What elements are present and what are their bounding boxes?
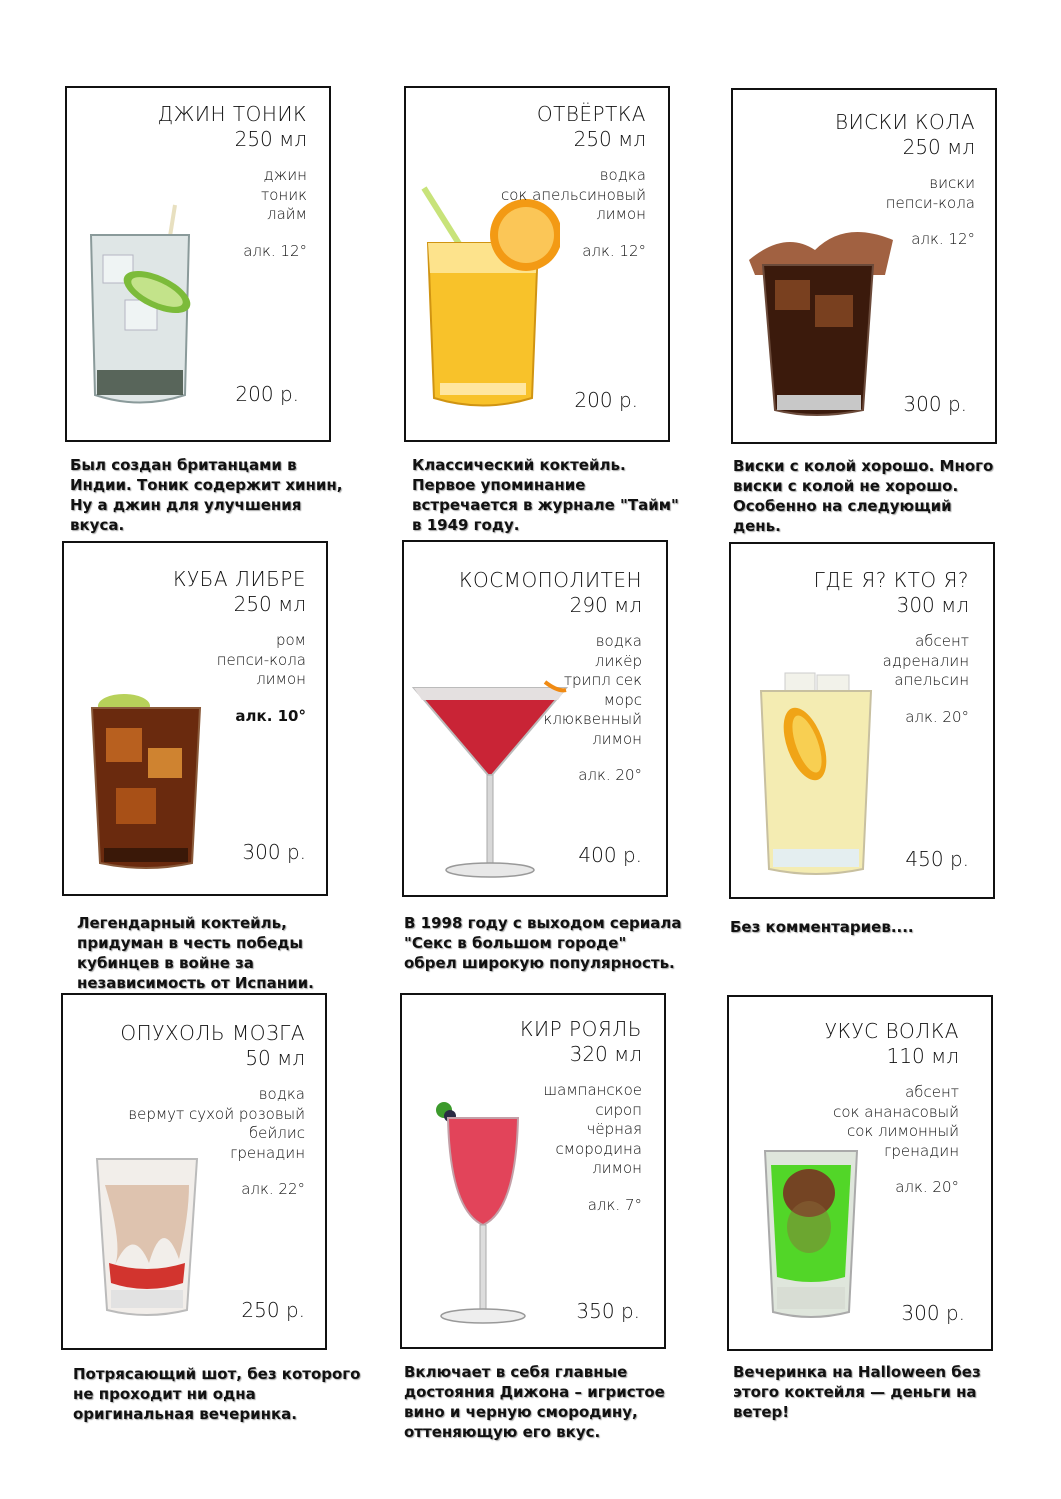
ingredient: тоник	[260, 185, 307, 204]
cocktail-volume: 290 мл	[569, 593, 642, 617]
alcohol-strength: алк. 20°	[578, 766, 642, 784]
alcohol-strength: алк. 20°	[895, 1178, 959, 1196]
cocktail-price: 350 р.	[576, 1299, 640, 1323]
cocktail-description: Классический коктейль. Первое упоминание встречается в журнале "Тайм" в 1949 году.	[412, 456, 679, 534]
ingredient: виски	[929, 174, 975, 192]
ingredient: лимон	[592, 729, 642, 748]
cocktail-card-kir-royale[interactable]	[400, 993, 666, 1349]
cocktail-card-cuba-libre[interactable]	[62, 541, 328, 896]
ingredient: гренадин	[884, 1141, 959, 1160]
ingredient: лимон	[592, 1159, 642, 1177]
cocktail-info	[120, 1021, 305, 1199]
ingredient: смородина	[555, 1139, 642, 1158]
cocktail-volume: 320 мл	[569, 1042, 642, 1066]
alcohol-strength: алк. 12°	[911, 230, 975, 248]
cocktail-price: 300 р.	[242, 840, 306, 864]
cocktail-volume: 110 мл	[886, 1044, 959, 1068]
cocktail-info	[158, 102, 307, 261]
cocktail-volume: 50 мл	[245, 1046, 305, 1070]
cocktail-card-wolf-bite[interactable]	[727, 995, 993, 1351]
cocktail-price: 300 р.	[901, 1301, 965, 1325]
ingredient: абсент	[905, 1083, 959, 1101]
cocktail-description: Вечеринка на Halloween без этого коктейля — деньги на ветер!	[733, 1363, 981, 1421]
cocktail-info	[459, 568, 642, 785]
cocktail-name: ДЖИН ТОНИК	[157, 102, 307, 126]
cocktail-price: 300 р.	[903, 392, 967, 416]
alcohol-strength: алк. 12°	[243, 241, 307, 260]
cocktail-name: ГДЕ Я? КТО Я?	[813, 568, 969, 592]
cocktail-description: Включает в себя главные достояния Дижона – игристое вино и черную смородину, оттеняющую его вкус.	[404, 1363, 665, 1441]
cocktail-price: 250 р.	[241, 1298, 305, 1322]
cocktail-description: Потрясающий шот, без которого не проходит ни одна оригинальная вечеринка.	[73, 1365, 361, 1423]
cocktail-volume: 250 мл	[233, 592, 306, 616]
alcohol-strength: алк. 10°	[235, 706, 306, 725]
cocktail-description: Легендарный коктейль, придуман в честь победы кубинцев в войне за независимость от Испании.	[77, 914, 314, 992]
cocktail-description: Был создан британцами в Индии. Тоник содержит хинин, Ну а джин для улучшения вкуса.	[70, 456, 343, 534]
alcohol-strength: алк. 7°	[587, 1195, 642, 1214]
ingredient: адреналин	[882, 651, 969, 670]
ingredient: джин	[263, 166, 307, 184]
cocktail-price: 400 р.	[578, 843, 642, 867]
cocktail-card-cosmopolitan[interactable]	[402, 540, 668, 897]
ingredient: водка	[595, 632, 642, 650]
ingredient: апельсин	[894, 671, 969, 689]
cocktail-card-screwdriver[interactable]	[404, 86, 670, 442]
ingredient: клюквенный	[543, 710, 642, 728]
ingredient: шампанское	[543, 1081, 642, 1099]
ingredient: сок ананасовый	[833, 1102, 959, 1121]
alcohol-strength: алк. 22°	[241, 1180, 305, 1198]
cocktail-volume: 250 мл	[902, 135, 975, 159]
cocktail-name: ОПУХОЛЬ МОЗГА	[120, 1021, 305, 1045]
cocktail-name: ВИСКИ КОЛА	[834, 110, 975, 134]
ingredient: бейлис	[248, 1124, 305, 1142]
cocktail-card-gin-tonic[interactable]	[65, 86, 331, 442]
cocktail-name: КОСМОПОЛИТЕН	[459, 568, 642, 592]
cocktail-name: ОТВЁРТКА	[536, 102, 646, 126]
ingredient: гренадин	[230, 1143, 305, 1162]
ingredient: абсент	[915, 632, 969, 650]
cocktail-name: КУБА ЛИБРЕ	[173, 567, 306, 591]
ingredient: пепси-кола	[216, 650, 306, 669]
ingredient: сок лимонный	[846, 1122, 959, 1140]
alcohol-strength: алк. 12°	[582, 241, 646, 260]
cocktail-price: 200 р.	[235, 382, 299, 406]
cocktail-card-whisky-cola[interactable]	[731, 88, 997, 444]
ingredient: ром	[275, 631, 306, 649]
ingredient: вермут сухой розовый	[128, 1104, 305, 1123]
cocktail-card-where-am-i[interactable]	[729, 542, 995, 899]
ingredient: водка	[599, 166, 646, 184]
ingredient: сироп	[595, 1100, 642, 1119]
cocktail-name: УКУС ВОЛКА	[824, 1019, 959, 1043]
ingredient: лимон	[256, 670, 306, 688]
cocktail-info	[825, 1019, 959, 1197]
flute-glass-icon	[432, 1100, 532, 1330]
cocktail-price: 450 р.	[905, 847, 969, 871]
ingredient: лимон	[596, 205, 646, 223]
cocktail-info	[173, 567, 306, 726]
cocktail-description: Виски с колой хорошо. Много виски с колой не хорошо. Особенно на следующий день.	[733, 457, 994, 535]
cocktail-volume: 300 мл	[896, 593, 969, 617]
cocktail-info	[520, 1017, 642, 1215]
ingredient: чёрная	[586, 1120, 642, 1138]
ingredient: трипл сек	[563, 671, 642, 689]
cocktail-volume: 250 мл	[573, 127, 646, 151]
ingredient: сок апельсиновый	[500, 185, 646, 204]
cocktail-name: КИР РОЯЛЬ	[520, 1017, 642, 1041]
cocktail-info	[501, 102, 646, 261]
ingredient: морс	[603, 690, 642, 709]
ingredient: водка	[258, 1085, 305, 1103]
ingredient: лайм	[267, 205, 307, 223]
cocktail-description: В 1998 году с выходом сериала "Секс в большом городе" обрел широкую популярность.	[404, 914, 682, 972]
cocktail-card-brain-tumor[interactable]	[61, 993, 327, 1350]
ingredient: пепси-кола	[885, 193, 975, 212]
alcohol-strength: алк. 20°	[905, 707, 969, 726]
cocktail-volume: 250 мл	[234, 127, 307, 151]
cocktail-description: Без комментариев....	[730, 918, 914, 936]
cocktail-info	[835, 110, 975, 249]
ingredient: ликёр	[594, 651, 642, 670]
cocktail-info	[814, 568, 969, 727]
rocks-cola-icon	[745, 220, 895, 420]
cocktail-price: 200 р.	[574, 388, 638, 412]
